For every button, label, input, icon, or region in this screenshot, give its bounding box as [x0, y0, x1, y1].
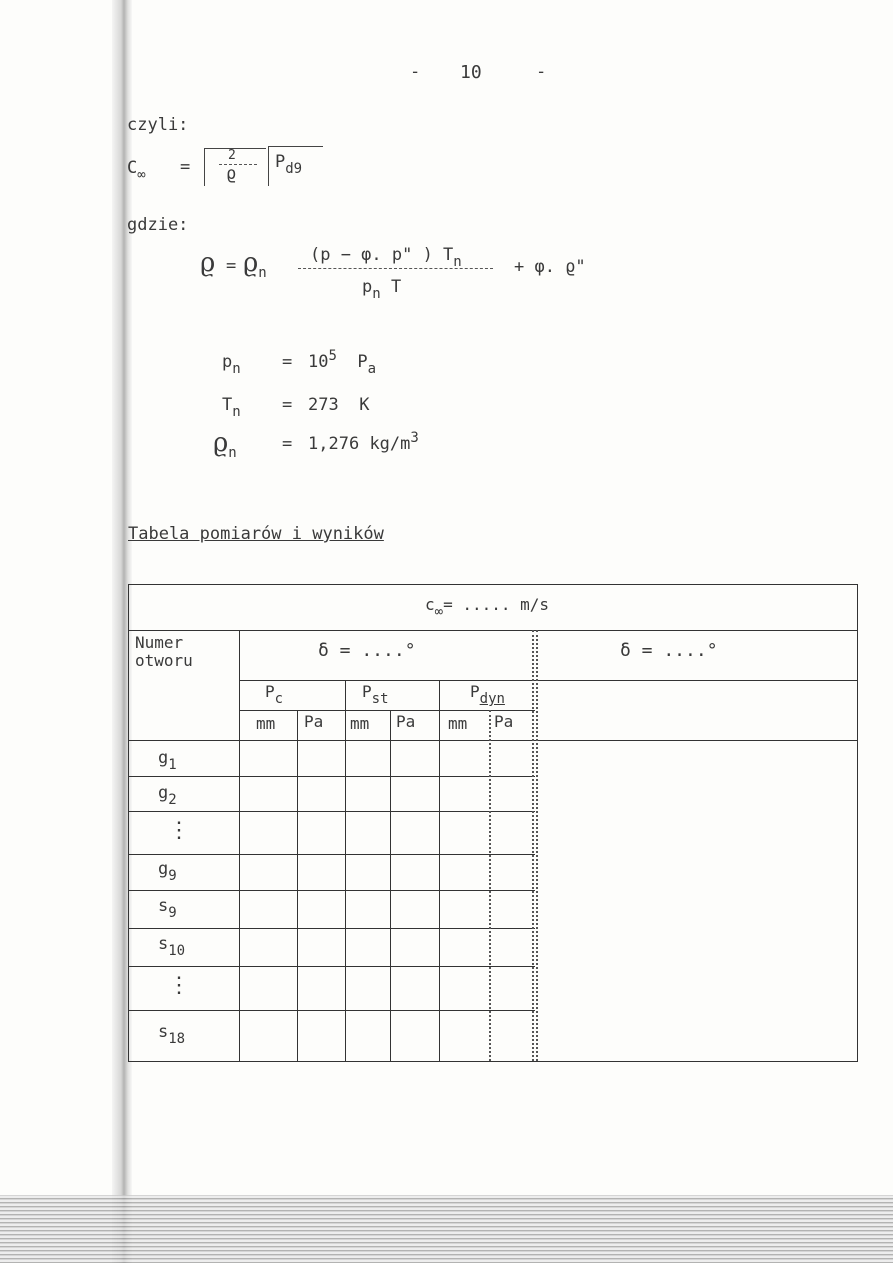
row-label-s10 [158, 934, 186, 959]
p-subscript: d9 [285, 161, 303, 177]
table-line-bottom [128, 1061, 858, 1062]
header-c-rest: = ..... m/s [443, 595, 550, 614]
rho-symbol: ϱ [200, 248, 216, 278]
const-rhon-unit: kg/m [369, 434, 411, 454]
header-c: c [425, 595, 435, 614]
table-vline-pst [390, 710, 391, 1061]
header-c-inf [425, 595, 550, 620]
denominator-n: n [372, 286, 381, 302]
sqrt-stem-1 [204, 148, 205, 186]
header-pst-p: P [362, 682, 372, 701]
numerator-sub: n [453, 254, 462, 270]
header-pdyn-p: P [470, 682, 480, 701]
header-numer-2: otworu [135, 651, 193, 670]
row-label-s18-main: s [158, 1022, 169, 1042]
sqrt-bar-2 [268, 146, 323, 147]
p-symbol: P [275, 152, 286, 172]
header-delta-right: δ = ....° [620, 640, 718, 661]
unit-pa-1: Pa [304, 712, 324, 731]
row-label-s18 [158, 1022, 186, 1047]
table-line-r3 [128, 854, 535, 855]
c-symbol: C [127, 158, 138, 178]
scan-edge-noise [0, 1195, 893, 1263]
const-rhon [213, 428, 237, 461]
row-label-s10-main: s [158, 934, 169, 954]
header-inf: ∞ [434, 604, 444, 620]
const-pn-unit-sub: a [367, 361, 377, 377]
label-czyli: czyli: [127, 115, 189, 135]
table-title: Tabela pomiarów i wyników [128, 524, 384, 544]
table-vline-pst-l [345, 680, 346, 1061]
label-gdzie: gdzie: [127, 215, 189, 235]
header-pst-sub: st [371, 691, 389, 707]
const-tn-sub: n [232, 404, 241, 420]
table-vline-pdyn [489, 710, 491, 1061]
header-numer-1: Numer [135, 633, 184, 652]
table-line-r7 [128, 1010, 535, 1011]
table-line-r6 [128, 966, 535, 967]
rho-n [243, 248, 267, 281]
const-tn-eq: = [282, 395, 293, 415]
header-pdyn [470, 682, 505, 707]
table-line-top [128, 584, 858, 585]
const-pn-num: 10 [308, 352, 329, 372]
fraction-rho: ϱ [226, 164, 237, 184]
denominator-p: p [362, 277, 373, 297]
denominator [362, 277, 402, 302]
row-label-dots-1: ⋮ [168, 818, 190, 843]
const-pn-unit: P [357, 352, 368, 372]
const-tn-num: 273 [308, 395, 339, 415]
const-tn-value [308, 395, 369, 415]
const-tn-unit: K [359, 395, 370, 415]
row-label-s9 [158, 896, 177, 921]
rho-n-symbol: ϱ [243, 248, 259, 278]
const-rhon-value [308, 430, 419, 454]
unit-mm-2: mm [350, 714, 370, 733]
row-label-g9 [158, 859, 177, 884]
row-label-g2-sub: 2 [168, 792, 177, 808]
numerator [310, 245, 462, 270]
const-pn-eq: = [282, 352, 293, 372]
header-numer [135, 634, 193, 670]
const-pn-exp: 5 [328, 348, 337, 364]
const-tn [222, 395, 241, 420]
sqrt-stem-2 [268, 146, 269, 186]
header-pst [362, 682, 389, 707]
formula-c-inf [127, 158, 146, 183]
table-vline-pc [297, 710, 298, 1061]
row-label-dots-2: ⋮ [168, 973, 190, 998]
table-line-sub1 [240, 680, 858, 681]
row-label-s10-sub: 10 [168, 943, 186, 959]
table-vline-split-2 [536, 630, 538, 1061]
unit-pa-3: Pa [494, 712, 514, 731]
table-line-header [128, 630, 858, 631]
const-rhon-sub: n [228, 445, 237, 461]
page-dash-left: - [410, 62, 421, 82]
row-label-s9-main: s [158, 896, 169, 916]
unit-mm-1: mm [256, 714, 276, 733]
table-vline-split [532, 630, 534, 1061]
denominator-t: T [390, 277, 402, 297]
const-pn-value [308, 348, 377, 377]
table-vline-left [128, 584, 129, 1061]
page-dash-right: - [536, 62, 547, 82]
unit-mm-3: mm [448, 714, 468, 733]
row-label-g1 [158, 748, 177, 773]
header-pdyn-sub: dyn [479, 691, 505, 707]
const-pn [222, 352, 241, 377]
row-label-g2-main: g [158, 783, 169, 803]
header-pc [265, 682, 284, 707]
fraction-line-1 [219, 164, 257, 165]
unit-pa-2: Pa [396, 712, 416, 731]
row-label-s18-sub: 18 [168, 1031, 186, 1047]
fraction-line-2 [298, 268, 493, 269]
binding-shadow [112, 0, 132, 1263]
const-rhon-unit-sup: 3 [410, 430, 419, 446]
const-rhon-eq: = [282, 434, 293, 454]
table-vline-numer [239, 630, 240, 1061]
table-line-r5 [128, 928, 535, 929]
const-rhon-sym: ϱ [213, 428, 229, 458]
const-pn-sym: p [222, 352, 233, 372]
fraction-two: 2 [228, 148, 236, 163]
header-pc-sub: c [274, 691, 284, 707]
table-vline-pdyn-l [439, 680, 440, 1061]
rho-eq: = [226, 256, 237, 276]
page-number: 10 [460, 62, 482, 83]
table-vline-right [857, 584, 858, 1061]
row-label-g1-main: g [158, 748, 169, 768]
inf-symbol: ∞ [137, 167, 146, 183]
table-line-body-top [128, 740, 858, 741]
row-label-g9-sub: 9 [168, 868, 177, 884]
header-pc-p: P [265, 682, 275, 701]
row-label-g2 [158, 783, 177, 808]
table-line-r2 [128, 811, 535, 812]
header-delta-left: δ = ....° [318, 640, 416, 661]
const-rhon-num: 1,276 [308, 434, 360, 454]
formula-eq: = [180, 157, 191, 177]
const-pn-sub: n [232, 361, 241, 377]
row-label-g1-sub: 1 [168, 757, 177, 773]
table-line-r1 [128, 776, 535, 777]
plus-term: + φ. ϱ" [514, 257, 586, 277]
table-line-r4 [128, 890, 535, 891]
row-label-g9-main: g [158, 859, 169, 879]
const-tn-sym: T [222, 395, 233, 415]
rho-n-sub: n [258, 265, 267, 281]
row-label-s9-sub: 9 [168, 905, 177, 921]
numerator-text: (p − φ. p" ) T [310, 245, 454, 265]
p-dynamic [275, 152, 303, 177]
